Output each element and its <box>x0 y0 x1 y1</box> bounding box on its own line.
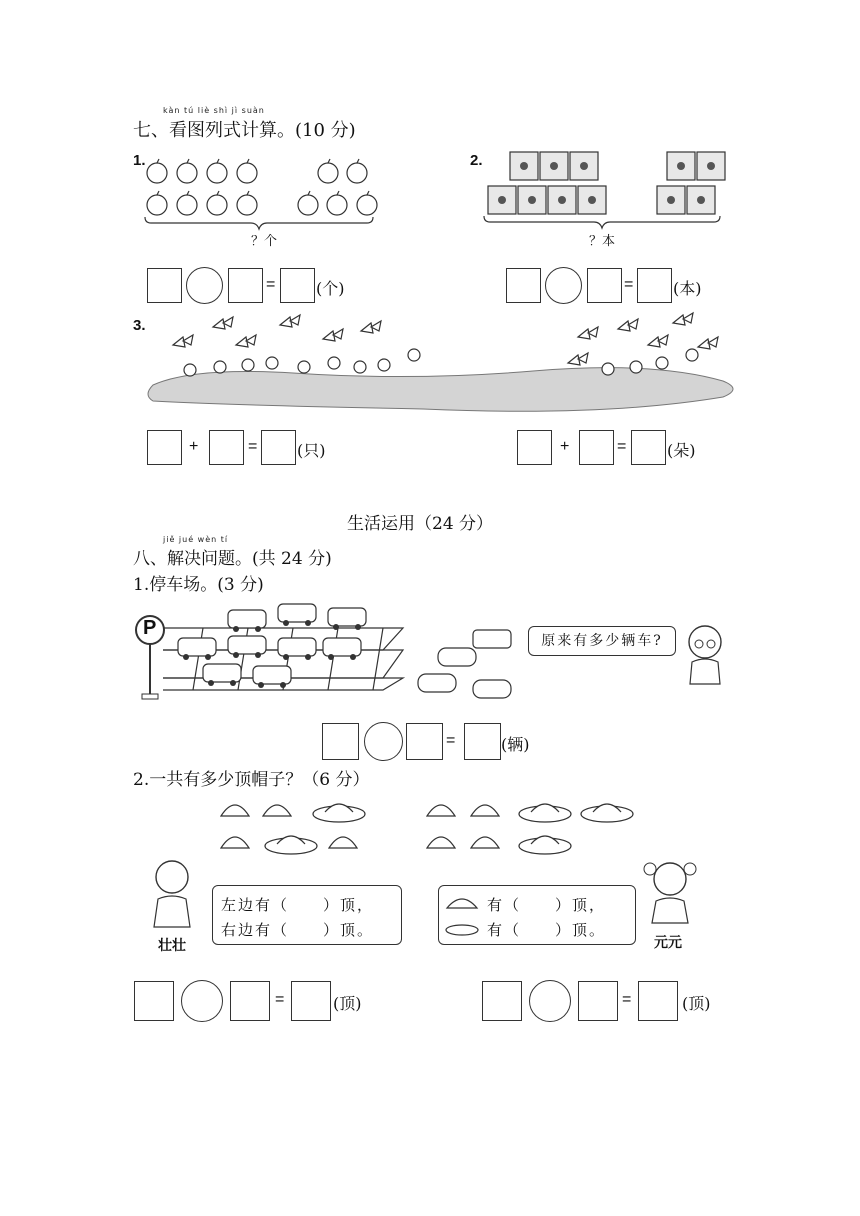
books-illustration <box>482 150 732 230</box>
q1-number: 1. <box>133 152 146 169</box>
p1-title: 1.停车场。(3 分) <box>133 575 264 595</box>
q2-answer-box-2[interactable] <box>587 268 622 303</box>
p2-left-operator-circle[interactable] <box>181 980 223 1022</box>
left-line-2: 右边有（ ）顶。 <box>221 921 375 939</box>
section7-pinyin: kàn tú liè shì jì suàn <box>163 106 265 115</box>
p2-right-unit: (顶) <box>682 994 711 1013</box>
q1-answer-box-1[interactable] <box>147 268 182 303</box>
apples-illustration <box>140 155 390 235</box>
q1-answer-box-3[interactable] <box>280 268 315 303</box>
q2-unit: (本) <box>673 279 702 298</box>
q2-answer-box-3[interactable] <box>637 268 672 303</box>
right-speech-bubble <box>438 885 636 945</box>
q1-unit: (个) <box>316 279 345 298</box>
girl-with-glasses-icon <box>680 620 730 690</box>
p1-answer-box-2[interactable] <box>406 723 443 760</box>
q3-number: 3. <box>133 317 146 334</box>
q1-answer-box-2[interactable] <box>228 268 263 303</box>
left-kid-name: 壮壮 <box>158 938 186 954</box>
p1-answer-box-1[interactable] <box>322 723 359 760</box>
butterflies-flowers-illustration <box>148 315 738 415</box>
q2-number: 2. <box>470 152 483 169</box>
section8-title: 八、解决问题。(共 24 分) <box>133 549 332 569</box>
right-line-1: 有（ ）顶， <box>487 896 607 914</box>
p2-right-operator-circle[interactable] <box>529 980 571 1022</box>
q1-operator-circle[interactable] <box>186 267 223 304</box>
p2-right-equals: = <box>622 991 632 1008</box>
q2-answer-box-1[interactable] <box>506 268 541 303</box>
p2-right-box-1[interactable] <box>482 981 522 1021</box>
parking-lot-illustration <box>133 598 533 708</box>
life-section-title: 生活运用（24 分） <box>347 514 494 534</box>
q3-right-equals: = <box>617 438 627 455</box>
q3-left-box-1[interactable] <box>147 430 182 465</box>
right-kid-name: 元元 <box>654 935 682 951</box>
p1-operator-circle[interactable] <box>364 722 403 761</box>
hats-illustration <box>215 792 815 862</box>
girl-yuanyuan-icon <box>640 855 700 935</box>
p2-left-unit: (顶) <box>333 994 362 1013</box>
q3-right-box-3[interactable] <box>631 430 666 465</box>
q3-right-box-1[interactable] <box>517 430 552 465</box>
q3-right-box-2[interactable] <box>579 430 614 465</box>
p2-left-box-2[interactable] <box>230 981 270 1021</box>
p1-equals: = <box>446 732 456 749</box>
p2-left-box-3[interactable] <box>291 981 331 1021</box>
right-line-2: 有（ ）顶。 <box>487 921 607 939</box>
p1-unit: (辆) <box>501 735 530 754</box>
q2-brace-label: ？本 <box>589 234 616 249</box>
section7-title: 七、看图列式计算。(10 分) <box>133 120 356 141</box>
boy-zhuangzhuang-icon <box>150 855 200 935</box>
q1-equals: = <box>266 276 276 293</box>
q3-left-unit: (只) <box>297 441 326 460</box>
p1-speech-text: 原来有多少辆车? <box>541 633 663 649</box>
q2-equals: = <box>624 276 634 293</box>
q3-left-box-2[interactable] <box>209 430 244 465</box>
p2-right-box-3[interactable] <box>638 981 678 1021</box>
p1-answer-box-3[interactable] <box>464 723 501 760</box>
q3-left-plus: + <box>189 438 199 455</box>
parking-sign-letter: P <box>143 617 157 639</box>
p1-speech-bubble <box>528 626 676 656</box>
cap-icon <box>445 894 479 910</box>
q3-right-plus: + <box>560 438 570 455</box>
p2-right-box-2[interactable] <box>578 981 618 1021</box>
p2-left-box-1[interactable] <box>134 981 174 1021</box>
p2-left-equals: = <box>275 991 285 1008</box>
p2-title: 2.一共有多少顶帽子？（6 分） <box>133 770 370 790</box>
left-speech-bubble <box>212 885 402 945</box>
sun-hat-icon <box>445 920 479 936</box>
left-line-1: 左边有（ ）顶， <box>221 896 375 914</box>
section8-pinyin: jiě jué wèn tí <box>163 535 229 544</box>
q1-brace-label: ？个 <box>251 234 278 249</box>
q3-left-equals: = <box>248 438 258 455</box>
q3-left-box-3[interactable] <box>261 430 296 465</box>
q2-operator-circle[interactable] <box>545 267 582 304</box>
q3-right-unit: (朵) <box>667 441 696 460</box>
